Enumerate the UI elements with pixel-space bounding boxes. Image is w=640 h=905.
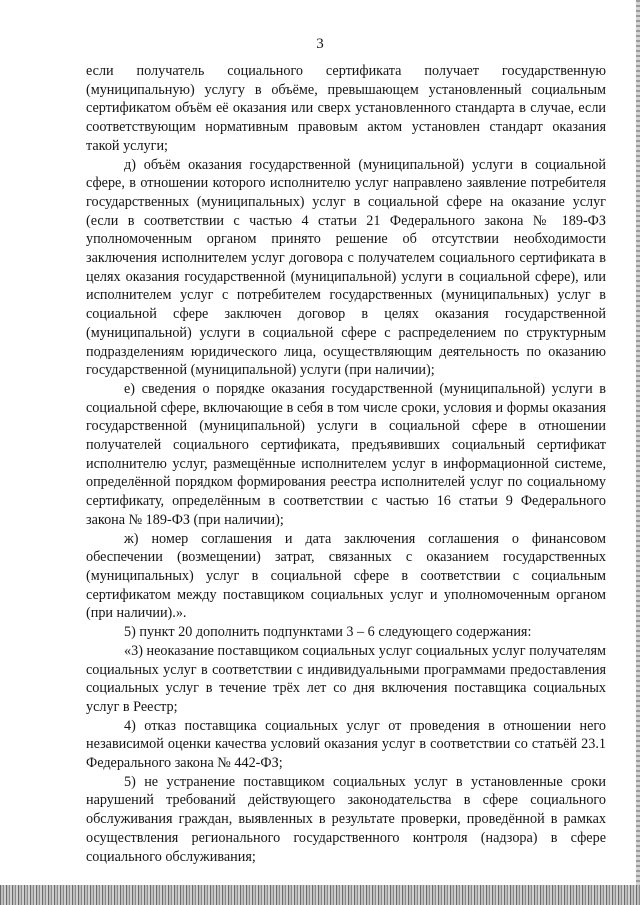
paragraph-subpoint-5: 5) не устранение поставщиком социальных услуг в установленные сроки нарушений требований действующего законодательства в сфере социального обслуживания граждан, выявленных в результате проверки, проведённой в рамках осуществления регионального государственного контроля (надзора) в сфере социального обслуживания; <box>86 773 606 865</box>
scan-edge-bottom <box>0 885 640 905</box>
paragraph-subpoint-4: 4) отказ поставщика социальных услуг от проведения в отношении него независимой оценки качества условий оказания услуг в соответствии со статьёй 23.1 Федерального закона № 442-ФЗ; <box>86 717 606 772</box>
paragraph-subpoint-3: «3) неоказание поставщиком социальных услуг социальных услуг получателям социальных услуг в соответствии с индивидуальными программами предоставления социальных услуг в течение трёх лет со дня включения поставщика социальных услуг в Реестр; <box>86 642 606 715</box>
document-body <box>86 62 606 866</box>
paragraph-point-5: 5) пункт 20 дополнить подпунктами 3 – 6 следующего содержания: <box>124 624 532 641</box>
paragraph-continuation: если получатель социального сертификата получает государственную (муниципальную) услугу в объёме, превышающем установленный социальным сертификатом объём её оказания или сверх установленного стандарта в случае, если соответствующим нормативным правовым актом установлен стандарт оказания такой услуги; <box>86 63 606 154</box>
scan-edge-right <box>636 0 640 905</box>
paragraph-item-d: д) объём оказания государственной (муниципальной) услуги в социальной сфере, в отношении которого исполнителю услуг направлено заявление потребителя государственных (муниципальных) услуг в социальной сфере на оказание услуг (если в соответствии с частью 4 статьи 21 Федерального закона № 189-ФЗ уполномоченным органом принято решение об отсутствии необходимости заключения исполнителем услуг договора с получателем социального сертификата в целях оказания государственной (муниципальной) услуги в социальной сфере), или исполнителем услуг с потребителем государственных (муниципальных) услуг в социальной сфере заключен договор в целях оказания государственной (муниципальной) услуги в социальной сфере с распределением по структурным подразделениям юридического лица, осуществляющим деятельность по оказанию государственной (муниципальной) услуги (при наличии); <box>86 156 606 379</box>
paragraph-item-zh: ж) номер соглашения и дата заключения соглашения о финансовом обеспечении (возмещении) затрат, связанных с оказанием государственных (муниципальных) услуг в социальной сфере в соответствии с социальным сертификатом между поставщиком социальных услуг и уполномоченным органом (при наличии).». <box>86 530 606 622</box>
page-number: 3 <box>316 36 324 52</box>
paragraph-item-e: е) сведения о порядке оказания государственной (муниципальной) услуги в социальной сфере, включающие в себя в том числе сроки, условия и формы оказания государственной (муниципальной) услуги в социальной сфере в отношении получателей социального сертификата, предъявивших социальный сертификат исполнителю услуг, размещённые исполнителем услуг в информационной системе, определённой порядком формирования реестра исполнителей услуг по социальному сертификату, определённым в соответствии с частью 16 статьи 9 Федерального закона № 189-ФЗ (при наличии); <box>86 380 606 528</box>
